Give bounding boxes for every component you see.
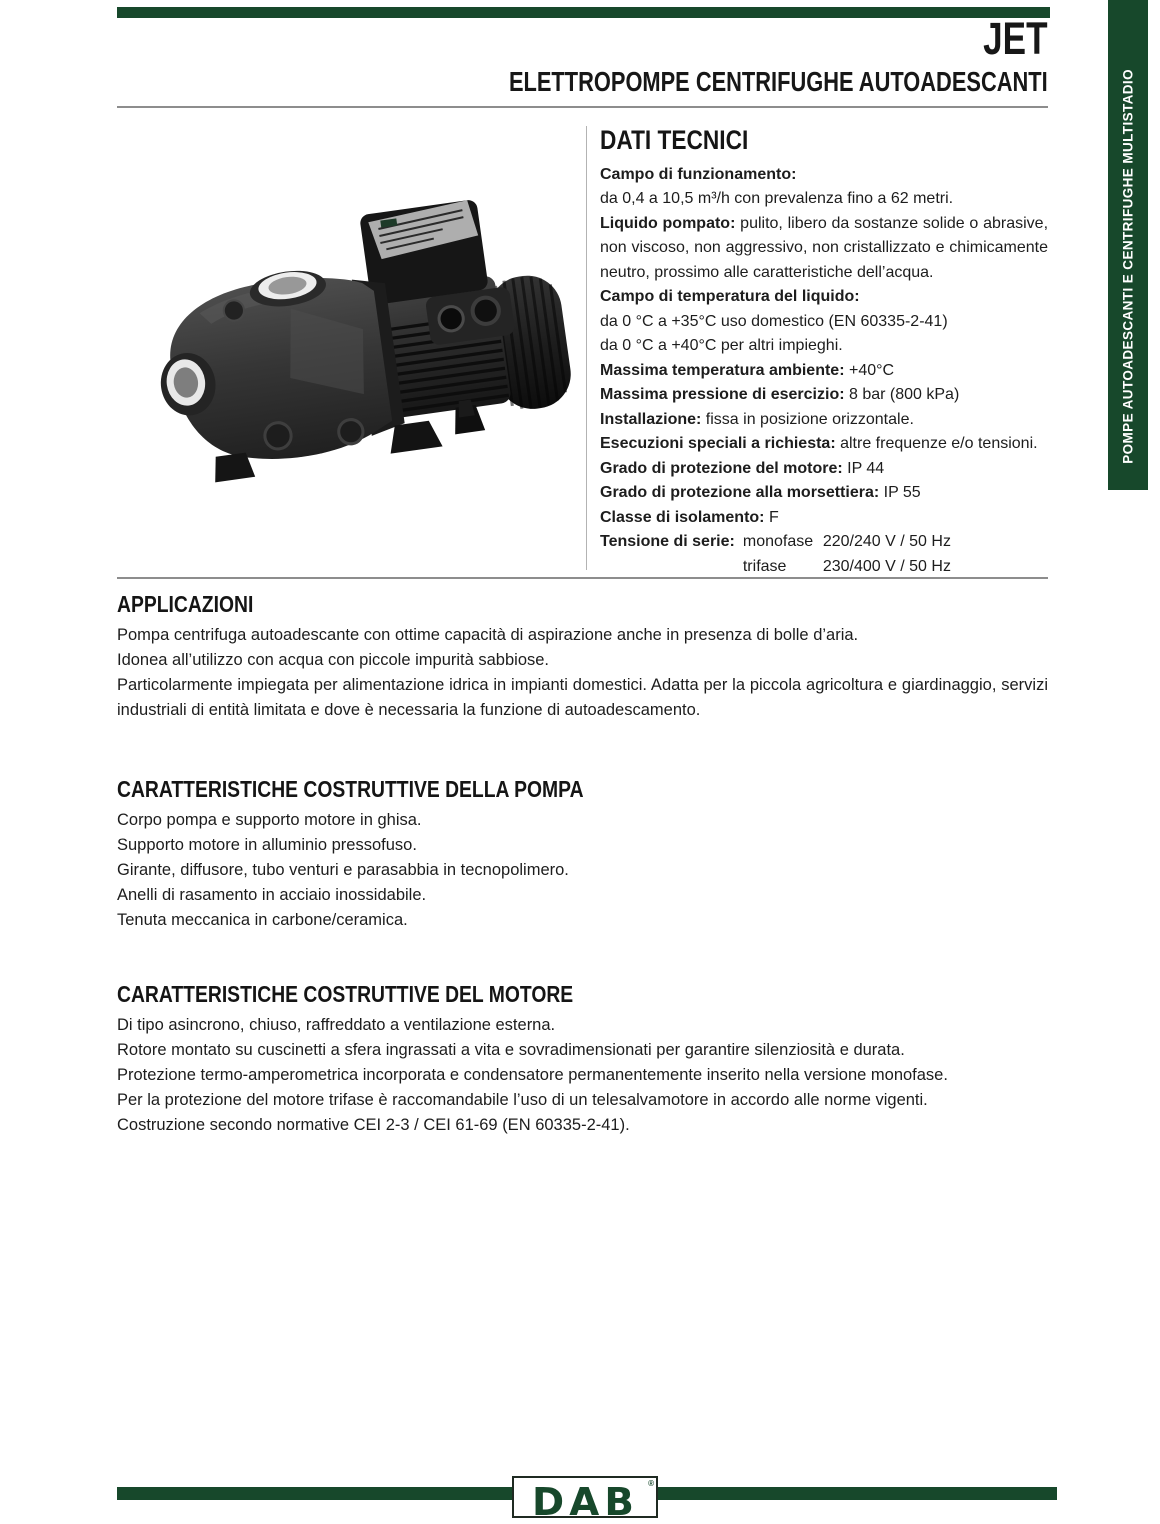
paragraph: Idonea all’utilizzo con acqua con piccole impurità sabbiose. (117, 651, 550, 670)
section-caratteristiche-pompa (117, 776, 1048, 933)
paragraph: Anelli di rasamento in acciaio inossidabile. (117, 886, 427, 905)
section-heading: CARATTERISTICHE COSTRUTTIVE DELLA POMPA (117, 776, 584, 802)
paragraph: Particolarmente impiegata per alimentazione idrica in impianti domestici. Adatta per la piccola agricoltura e giardinaggio, servizi industriali di entità limitata e dove è necessaria la funzione di autoadescamento. (117, 676, 1048, 720)
section-caratteristiche-motore (117, 981, 1048, 1138)
paragraph: Costruzione secondo normative CEI 2-3 / CEI 61-69 (EN 60335-2-41). (117, 1116, 630, 1135)
paragraph: Pompa centrifuga autoadescante con ottime capacità di aspirazione anche in presenza di bolle d’aria. (117, 626, 859, 645)
section-heading: APPLICAZIONI (117, 591, 254, 617)
paragraph: Rotore montato su cuscinetti a sfera ingrassati a vita e sovradimensionati per garantire silenziosità e durata. (117, 1041, 905, 1060)
dati-tecnici-lines (600, 163, 1048, 580)
dati-line: Classe di isolamento: F (600, 508, 779, 526)
section-body (117, 1013, 1048, 1138)
pump-photo (146, 180, 570, 484)
dati-line: Liquido pompato: pulito, libero da sostanze solide o abrasive, non viscoso, non aggressivo, non cristallizzato e chimicamente neutro, prossimo alle caratteristiche dell’acqua. (600, 214, 1049, 281)
top-accent-bar (117, 7, 1050, 18)
registered-trademark-icon: ® (648, 1479, 654, 1488)
cable-gland (471, 296, 501, 326)
paragraph: Corpo pompa e supporto motore in ghisa. (117, 811, 422, 830)
paragraph: Protezione termo-amperometrica incorporata e condensatore permanentemente inserito nella versione monofase. (117, 1066, 948, 1085)
paragraph: Supporto motore in alluminio pressofuso. (117, 836, 417, 855)
dati-line: Grado di protezione del motore: IP 44 (600, 459, 885, 477)
page-subtitle: ELETTROPOMPE CENTRIFUGHE AUTOADESCANTI (509, 66, 1048, 97)
dati-tecnici-panel (586, 125, 1049, 575)
section-body (117, 808, 1048, 933)
dati-line: Campo di temperatura del liquido: (600, 288, 860, 306)
page-title: JET (983, 13, 1048, 64)
dati-line: Installazione: fissa in posizione orizzontale. (600, 410, 914, 428)
dati-line: Massima temperatura ambiente: +40°C (600, 361, 895, 379)
section-body (117, 623, 1048, 723)
dati-line: da 0,4 a 10,5 m³/h con prevalenza fino a 62 metri. (600, 190, 954, 208)
dati-line: da 0 °C a +35°C uso domestico (EN 60335-2-41) (600, 312, 948, 330)
dati-line: Tensione di serie: monofase 220/240 V / 50 Hz trifase 230/400 V / 50 Hz (600, 533, 951, 575)
dati-line: da 0 °C a +40°C per altri impieghi. (600, 337, 843, 355)
cable-gland (437, 305, 464, 332)
paragraph: Per la protezione del motore trifase è raccomandabile l’uso di un telesalvamotore in accordo alle norme vigenti. (117, 1091, 928, 1110)
dati-line: Esecuzioni speciali a richiesta: altre frequenze e/o tensioni. (600, 435, 1038, 453)
paragraph: Di tipo asincrono, chiuso, raffreddato a ventilazione esterna. (117, 1016, 556, 1035)
side-category-label: POMPE AUTOADESCANTI E CENTRIFUGHE MULTISTADIO (1120, 69, 1136, 464)
brand-logo (512, 1476, 658, 1524)
paragraph: Tenuta meccanica in carbone/ceramica. (117, 911, 408, 930)
pump-illustration (146, 180, 570, 484)
brand-logo-text: DAB (531, 1480, 639, 1524)
section-heading: CARATTERISTICHE COSTRUTTIVE DEL MOTORE (117, 981, 574, 1007)
side-category-tab (1108, 0, 1148, 490)
dati-line: Campo di funzionamento: (600, 165, 797, 183)
header-divider (117, 106, 1048, 108)
section-divider (117, 577, 1048, 579)
dati-tecnici-heading: DATI TECNICI (600, 125, 749, 155)
dati-line: Massima pressione di esercizio: 8 bar (800 kPa) (600, 386, 960, 404)
dati-line: Grado di protezione alla morsettiera: IP 55 (600, 484, 921, 502)
section-applicazioni (117, 591, 1048, 723)
paragraph: Girante, diffusore, tubo venturi e parasabbia in tecnopolimero. (117, 861, 569, 880)
